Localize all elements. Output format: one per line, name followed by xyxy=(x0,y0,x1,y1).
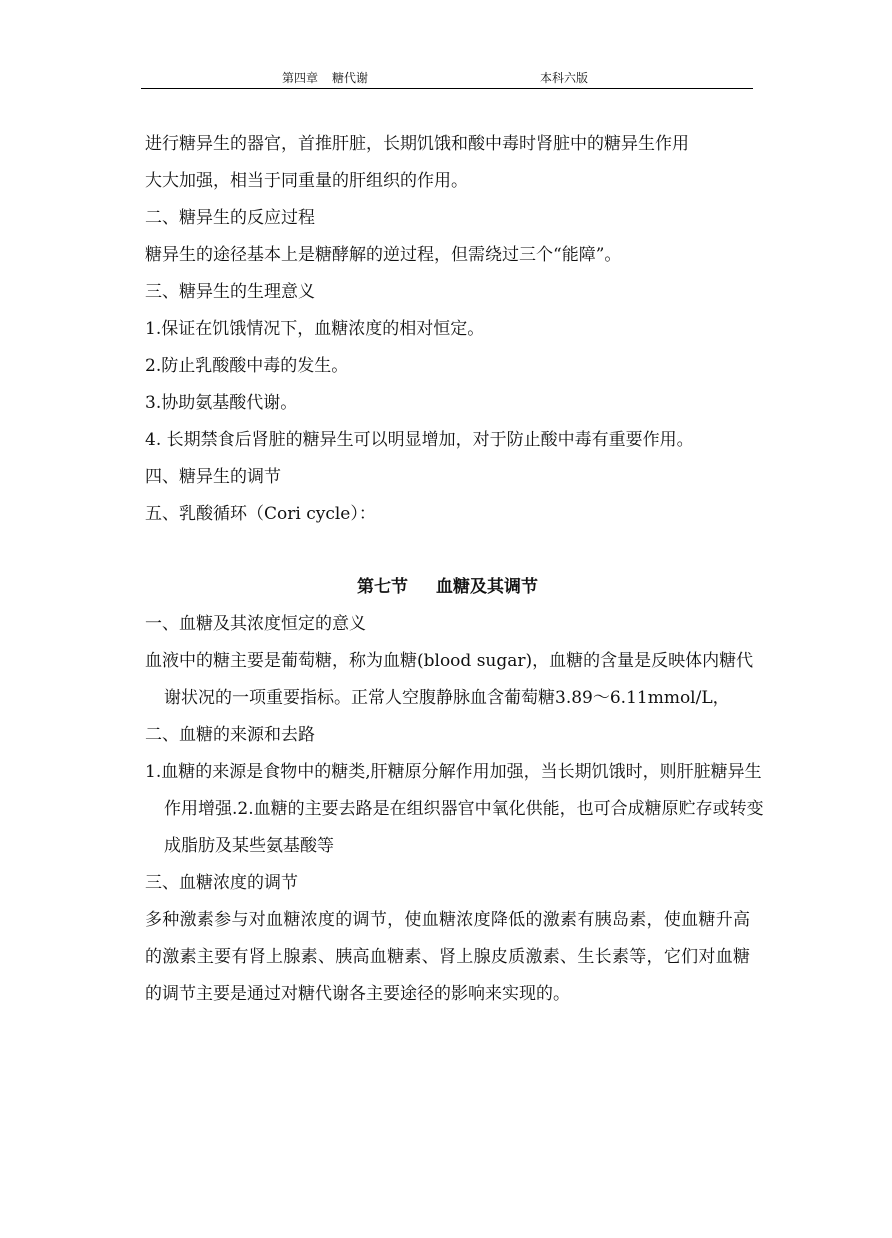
page-header xyxy=(141,68,753,89)
header-chapter-number: 第四章 xyxy=(282,71,319,85)
paragraph-hormones: 多种激素参与对血糖浓度的调节，使血糖浓度降低的激素有胰岛素，使血糖升高的激素主要有肾上腺素、胰高血糖素、肾上腺皮质激素、生长素等，它们对血糖的调节主要是通过对糖代谢各主要途径的影响来实现的。 xyxy=(145,910,750,1004)
list-item: 4. 长期禁食后肾脏的糖异生可以明显增加，对于防止酸中毒有重要作用。 xyxy=(145,430,694,450)
heading-cori-cycle: 五、乳酸循环（Cori cycle）： xyxy=(145,504,376,524)
heading-concentration-regulation: 三、血糖浓度的调节 xyxy=(145,873,298,893)
heading-source-and-fate: 二、血糖的来源和去路 xyxy=(145,725,315,745)
header-chapter xyxy=(282,68,368,88)
page-content xyxy=(145,126,764,1013)
section-title-text: 血糖及其调节 xyxy=(436,577,538,597)
paragraph-line: 进行糖异生的器官，首推肝脏，长期饥饿和酸中毒时肾脏中的糖异生作用 xyxy=(145,134,689,154)
header-edition: 本科六版 xyxy=(540,71,589,85)
section-title xyxy=(145,569,750,606)
paragraph-pathway: 糖异生的途径基本上是糖酵解的逆过程，但需绕过三个“能障”。 xyxy=(145,245,622,265)
paragraph-blood-sugar: 血液中的糖主要是葡萄糖，称为血糖(blood sugar)，血糖的含量是反映体内糖代谢状况的一项重要指标。正常人空腹静脉血含葡萄糖3.89～6.11mmol/L， xyxy=(145,651,754,708)
heading-reaction-process: 二、糖异生的反应过程 xyxy=(145,208,315,228)
heading-physiological-significance: 三、糖异生的生理意义 xyxy=(145,282,315,302)
heading-regulation: 四、糖异生的调节 xyxy=(145,467,281,487)
list-item: 2.防止乳酸酸中毒的发生。 xyxy=(145,356,349,376)
list-item: 3.协助氨基酸代谢。 xyxy=(145,393,298,413)
section-title-number: 第七节 xyxy=(357,577,408,597)
paragraph-line: 大大加强，相当于同重量的肝组织的作用。 xyxy=(145,171,468,191)
header-chapter-title: 糖代谢 xyxy=(332,71,369,85)
heading-blood-sugar-meaning: 一、血糖及其浓度恒定的意义 xyxy=(145,614,366,634)
paragraph-source-and-fate: 1.血糖的来源是食物中的糖类,肝糖原分解作用加强，当长期饥饿时，则肝脏糖异生作用增强.2.血糖的主要去路是在组织器官中氧化供能，也可合成糖原贮存或转变成脂肪及某些氨基酸等 xyxy=(145,762,764,856)
list-item: 1.保证在饥饿情况下，血糖浓度的相对恒定。 xyxy=(145,319,485,339)
